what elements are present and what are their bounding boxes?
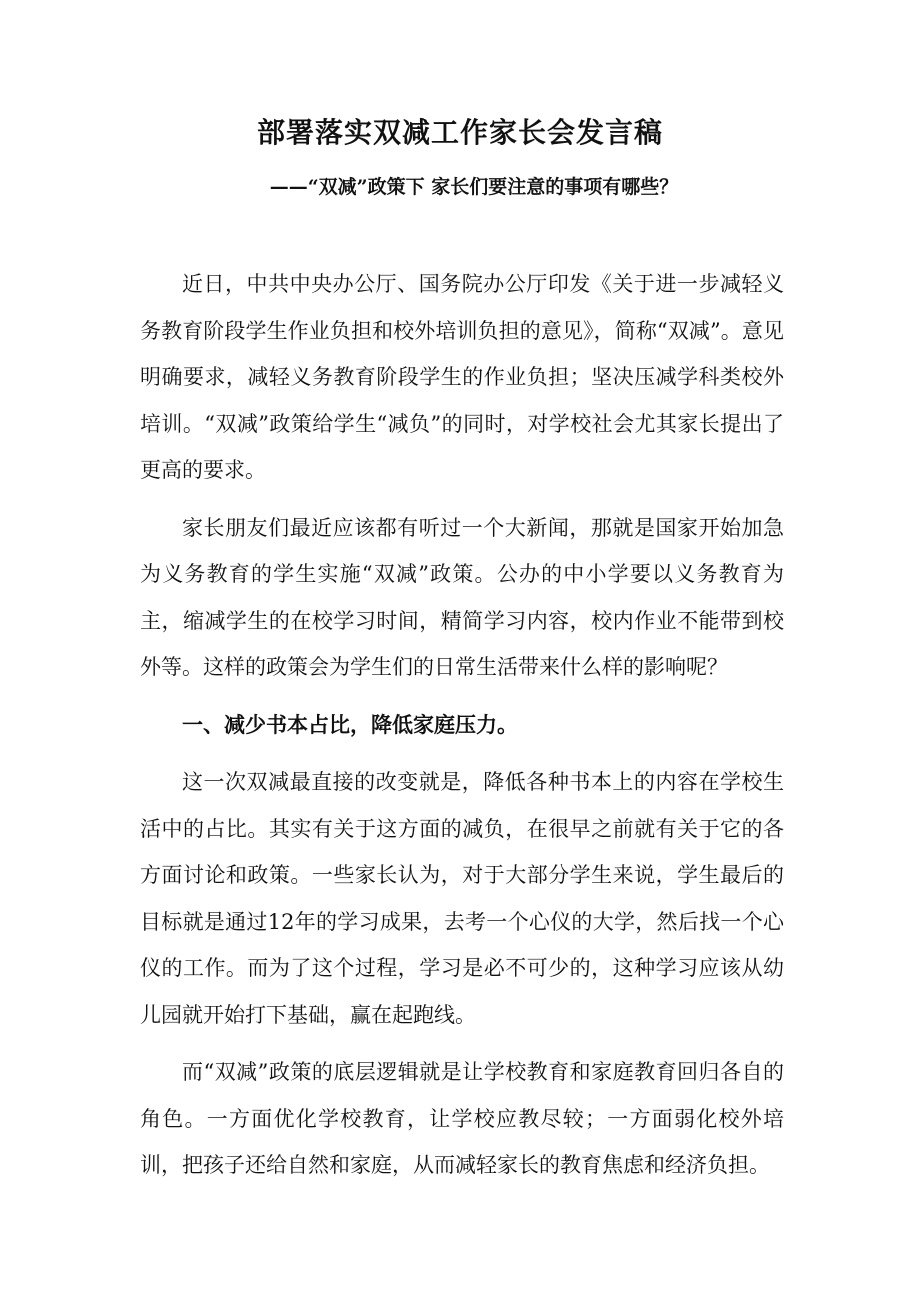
paragraph-spacer <box>140 1038 784 1049</box>
paragraph-section-1: 这一次双减最直接的改变就是，降低各种书本上的内容在学校生活中的占比。其实有关于这方面的减负，在很早之前就有关于它的各方面讨论和政策。一些家长认为，对于大部分学生来说，学生最后的目标就是通过12年的学习成果，去考一个心仪的大学，然后找一个心仪的工作。而为了这个过程，学习是必不可少的，这种学习应该从幼儿园就开始打下基础，赢在起跑线。 <box>140 770 784 1027</box>
paragraph-section-2: 而“双减”政策的底层逻辑就是让学校教育和家庭教育回归各自的角色。一方面优化学校教育，让学校应教尽较；一方面弱化校外培训，把孩子还给自然和家庭，从而减轻家长的教育焦虑和经济负担。 <box>140 1060 784 1177</box>
document-subtitle: ——“双减”政策下 家长们要注意的事项有哪些？ <box>269 176 679 198</box>
paragraph-spacer <box>140 494 784 505</box>
document-body <box>140 261 784 1189</box>
section-heading: 一、减少书本占比，降低家庭压力。 <box>182 711 518 737</box>
document-title: 部署落实双减工作家长会发言稿 <box>256 116 663 149</box>
paragraph-spacer <box>140 748 784 759</box>
paragraph-spacer <box>140 691 784 702</box>
paragraph-intro: 近日，中共中央办公厅、国务院办公厅印发《关于进一步减轻义务教育阶段学生作业负担和校外培训负担的意见》，简称“双减”。意见明确要求，减轻义务教育阶段学生的作业负担；坚决压减学科类校外培训。“双减”政策给学生“减负”的同时，对学校社会尤其家长提出了更高的要求。 <box>140 272 784 482</box>
paragraph-news: 家长朋友们最近应该都有听过一个大新闻，那就是国家开始加急为义务教育的学生实施“双减”政策。公办的中小学要以义务教育为主，缩减学生的在校学习时间，精简学习内容，校内作业不能带到校外等。这样的政策会为学生们的日常生活带来什么样的影响呢？ <box>140 515 784 679</box>
